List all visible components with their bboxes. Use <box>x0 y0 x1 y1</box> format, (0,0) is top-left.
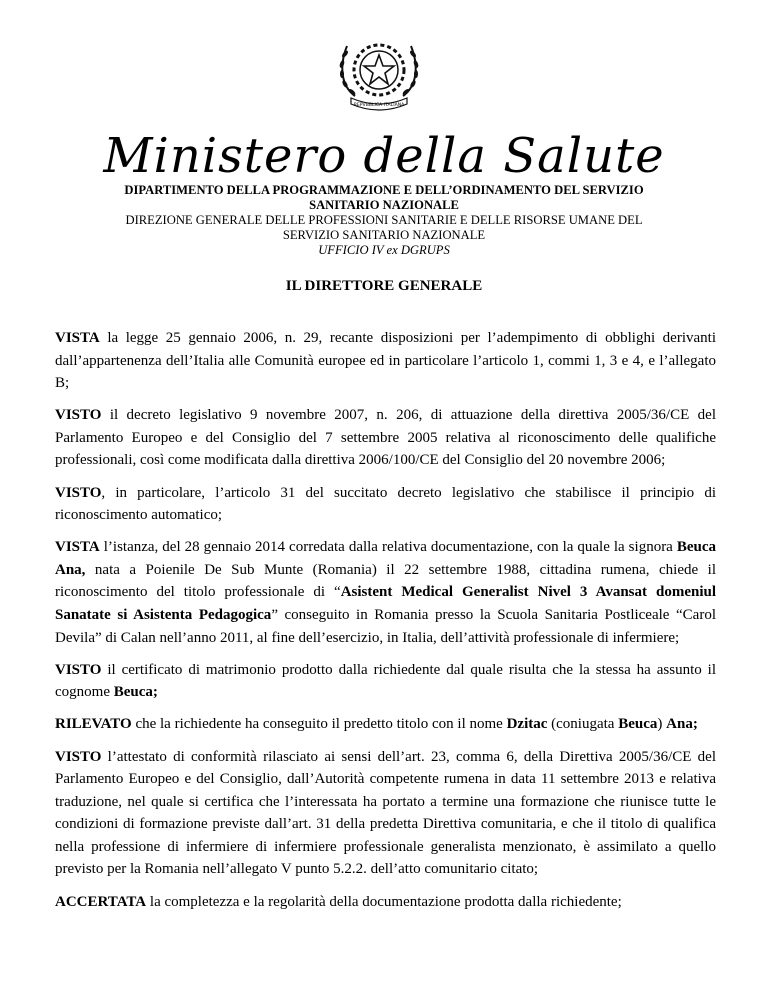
bold-text: Beuca <box>618 716 658 733</box>
italian-republic-emblem <box>333 30 425 112</box>
department-line-2: SANITARIO NAZIONALE <box>309 198 459 212</box>
emblem-icon <box>333 30 425 112</box>
bold-text: Beuca; <box>113 684 158 701</box>
paragraph <box>55 327 716 395</box>
bold-text: Ana; <box>666 716 698 733</box>
bold-text: Dzitac <box>506 716 548 733</box>
department-header <box>108 183 660 258</box>
bold-text: Beuca Ana, <box>55 539 716 578</box>
office-name: UFFICIO IV ex DGRUPS <box>318 243 450 257</box>
department-line-1: DIPARTIMENTO DELLA PROGRAMMAZIONE E DELL’ORDINAMENTO DEL SERVIZIO <box>124 183 644 197</box>
paragraph <box>55 482 716 527</box>
bold-text: VISTO <box>55 661 102 678</box>
directorate-line-1: DIREZIONE GENERALE DELLE PROFESSIONI SANITARIE E DELLE RISORSE UMANE DEL <box>125 213 643 227</box>
paragraph-text: , in particolare, l’articolo 31 del succitato decreto legislativo che stabilisce il principio di riconoscimento automatico; <box>55 484 716 524</box>
bold-text: VISTO <box>55 407 102 424</box>
paragraph-text: l’istanza, del 28 gennaio 2014 corredata dalla relativa documentazione, con la quale la signora <box>99 539 677 556</box>
paragraph-text: il decreto legislativo 9 novembre 2007, n. 206, di attuazione della direttiva 2005/36/CE del Parlamento Europeo e del Consiglio del 7 settembre 2005 relativa al riconoscimento delle qualifiche professionali, così come modificata dalla direttiva 2006/100/CE del Consiglio del 20 novembre 2006; <box>55 407 716 469</box>
bold-text: VISTA <box>55 539 100 556</box>
document-body <box>55 327 716 923</box>
bold-text: ACCERTATA <box>55 893 147 910</box>
paragraph-text: la legge 25 gennaio 2006, n. 29, recante disposizioni per l’adempimento di obblighi derivanti dall’appartenenza dell’Italia alle Comunità europee ed in particolare l’articolo 1, commi 1, 3 e 4, e l’allegato B; <box>55 330 716 392</box>
paragraph-text: (coniugata <box>547 716 619 733</box>
paragraph-text: l’attestato di conformità rilasciato ai sensi dell’art. 23, comma 6, della Direttiva 2005/36/CE del Parlamento Europeo e del Consiglio, dall’Autorità competente rumena in data 11 settembre 2013 e relativa traduzione, nel quale si certifica che l’interessata ha portato a termine una formazione che riunisce tutte le condizioni di formazione previste dall’art. 31 della predetta Direttiva comunitaria, e che il titolo di qualifica nella professione di infermiere di infermiere professionale generalista menzionato, è assimilato a quello previsto per la Romania nell’allegato V punto 5.2.2. dell’atto comunitario citato; <box>55 748 716 878</box>
paragraph-text: che la richiedente ha conseguito il predetto titolo con il nome <box>131 716 507 733</box>
emblem-ribbon-text: REPVBBLICA ITALIANA <box>353 103 405 108</box>
ministry-name: Ministero della Salute <box>103 128 665 184</box>
paragraph-text: ” conseguito in Romania presso la Scuola Sanitaria Postliceale “Carol Devila” di Calan nell’anno 2011, al fine dell’esercizio, in Italia, dell’attività professionale di infermiere; <box>55 607 716 646</box>
bold-text: VISTO <box>55 484 102 501</box>
paragraph <box>55 536 716 649</box>
bold-text: VISTO <box>55 748 102 765</box>
paragraph <box>55 713 716 736</box>
document-title: IL DIRETTORE GENERALE <box>285 278 483 294</box>
bold-text: RILEVATO <box>55 716 132 733</box>
paragraph-text: la completezza e la regolarità della documentazione prodotta dalla richiedente; <box>146 893 622 910</box>
paragraph <box>55 746 716 882</box>
paragraph-text: il certificato di matrimonio prodotto dalla richiedente dal quale risulta che la stessa ha assunto il cognome <box>55 661 716 701</box>
paragraph-text: ) <box>657 716 667 733</box>
paragraph <box>55 891 716 914</box>
paragraph-text: nata a Poienile De Sub Munte (Romania) il 22 settembre 1988, cittadina rumena, chiede il riconoscimento del titolo professionale di “ <box>55 561 716 601</box>
directorate-line-2: SERVIZIO SANITARIO NAZIONALE <box>282 228 486 242</box>
paragraph <box>55 404 716 472</box>
bold-text: VISTA <box>55 330 100 346</box>
bold-text: Asistent Medical Generalist Nivel 3 Avansat domeniul Sanatate si Asistenta Pedagogica <box>55 584 716 624</box>
paragraph <box>55 659 716 704</box>
